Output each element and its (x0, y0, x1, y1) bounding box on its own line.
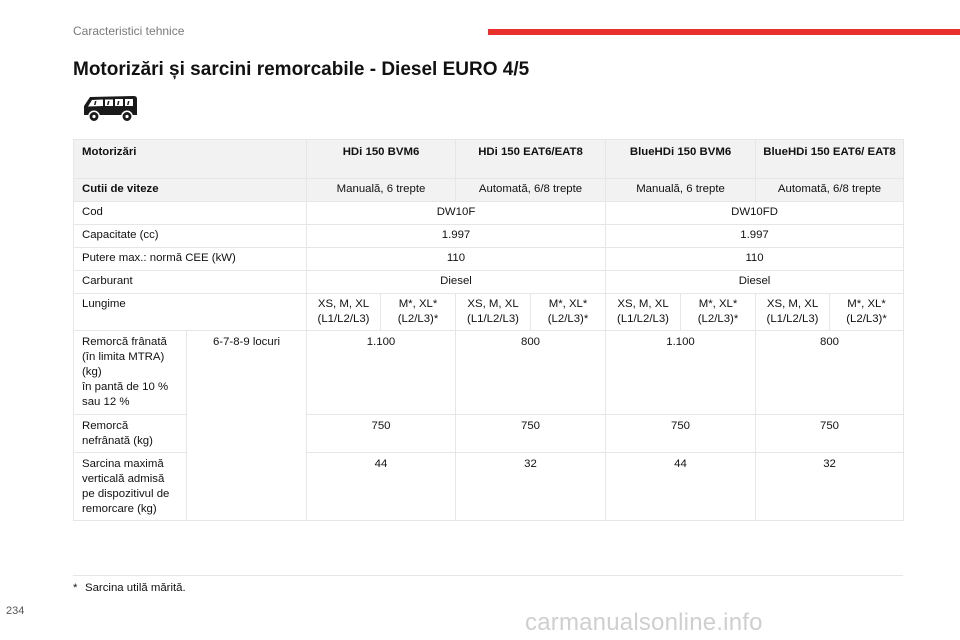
footnote-divider (73, 575, 903, 576)
table-cell: 1.100 (307, 331, 456, 415)
section-label: Caracteristici tehnice (73, 24, 185, 38)
footnote (73, 582, 186, 594)
table-cell: Manuală, 6 trepte (606, 179, 756, 202)
table-cell: 44 (307, 453, 456, 521)
footnote-text: Sarcina utilă mărită. (85, 582, 186, 594)
table-row (74, 202, 904, 225)
table-cell: Manuală, 6 trepte (307, 179, 456, 202)
row-label: Remorcă nefrânată (kg) (74, 415, 187, 453)
table-cell: 44 (606, 453, 756, 521)
table-cell: Diesel (307, 271, 606, 294)
table-cell: 1.997 (307, 225, 606, 248)
table-cell: 110 (307, 248, 606, 271)
table-row (74, 179, 904, 202)
table-cell: 750 (606, 415, 756, 453)
table-row (74, 140, 904, 179)
table-cell: Automată, 6/8 trepte (456, 179, 606, 202)
table-cell: M*, XL* (L2/L3)* (830, 294, 904, 331)
table-cell: 110 (606, 248, 904, 271)
footnote-mark: * (73, 582, 78, 594)
row-label: Sarcina maximă verticală admisă pe dispozitivul de remorcare (kg) (74, 453, 187, 521)
watermark: carmanualsonline.info (525, 609, 763, 636)
table-cell: 1.997 (606, 225, 904, 248)
header-accent-bar (488, 29, 960, 35)
engine-header: BlueHDi 150 BVM6 (606, 140, 756, 179)
row-label: Lungime (74, 294, 307, 331)
table-row (74, 271, 904, 294)
table-row (74, 294, 904, 331)
van-side-icon (80, 93, 140, 125)
table-cell: 750 (756, 415, 904, 453)
table-cell: DW10FD (606, 202, 904, 225)
row-label: Remorcă frânată (în limita MTRA) (kg) în pantă de 10 % sau 12 % (74, 331, 187, 415)
table-cell: 32 (756, 453, 904, 521)
table-cell: 750 (456, 415, 606, 453)
table-cell: DW10F (307, 202, 606, 225)
table-row (74, 248, 904, 271)
table-cell: XS, M, XL (L1/L2/L3) (606, 294, 681, 331)
row-label: Motorizări (74, 140, 307, 179)
table-cell: XS, M, XL (L1/L2/L3) (307, 294, 381, 331)
engine-header: HDi 150 EAT6/EAT8 (456, 140, 606, 179)
table-row (74, 225, 904, 248)
row-label: Capacitate (cc) (74, 225, 307, 248)
table-cell: 800 (756, 331, 904, 415)
table-cell: 750 (307, 415, 456, 453)
table-cell: Automată, 6/8 trepte (756, 179, 904, 202)
table-cell: XS, M, XL (L1/L2/L3) (756, 294, 830, 331)
engine-header: BlueHDi 150 EAT6/ EAT8 (756, 140, 904, 179)
row-label: Carburant (74, 271, 307, 294)
table-cell: 1.100 (606, 331, 756, 415)
table-row (74, 331, 904, 415)
engine-spec-table (73, 139, 904, 521)
table-cell: Diesel (606, 271, 904, 294)
table-cell: XS, M, XL (L1/L2/L3) (456, 294, 531, 331)
seats-cell: 6-7-8-9 locuri (187, 331, 307, 521)
page-title: Motorizări și sarcini remorcabile - Diesel EURO 4/5 (73, 59, 530, 80)
row-label: Putere max.: normă CEE (kW) (74, 248, 307, 271)
engine-header: HDi 150 BVM6 (307, 140, 456, 179)
table-cell: M*, XL* (L2/L3)* (681, 294, 756, 331)
table-cell: 32 (456, 453, 606, 521)
row-label: Cutii de viteze (74, 179, 307, 202)
page-number: 234 (6, 605, 25, 617)
table-cell: M*, XL* (L2/L3)* (531, 294, 606, 331)
table-cell: 800 (456, 331, 606, 415)
table-cell: M*, XL* (L2/L3)* (381, 294, 456, 331)
row-label: Cod (74, 202, 307, 225)
